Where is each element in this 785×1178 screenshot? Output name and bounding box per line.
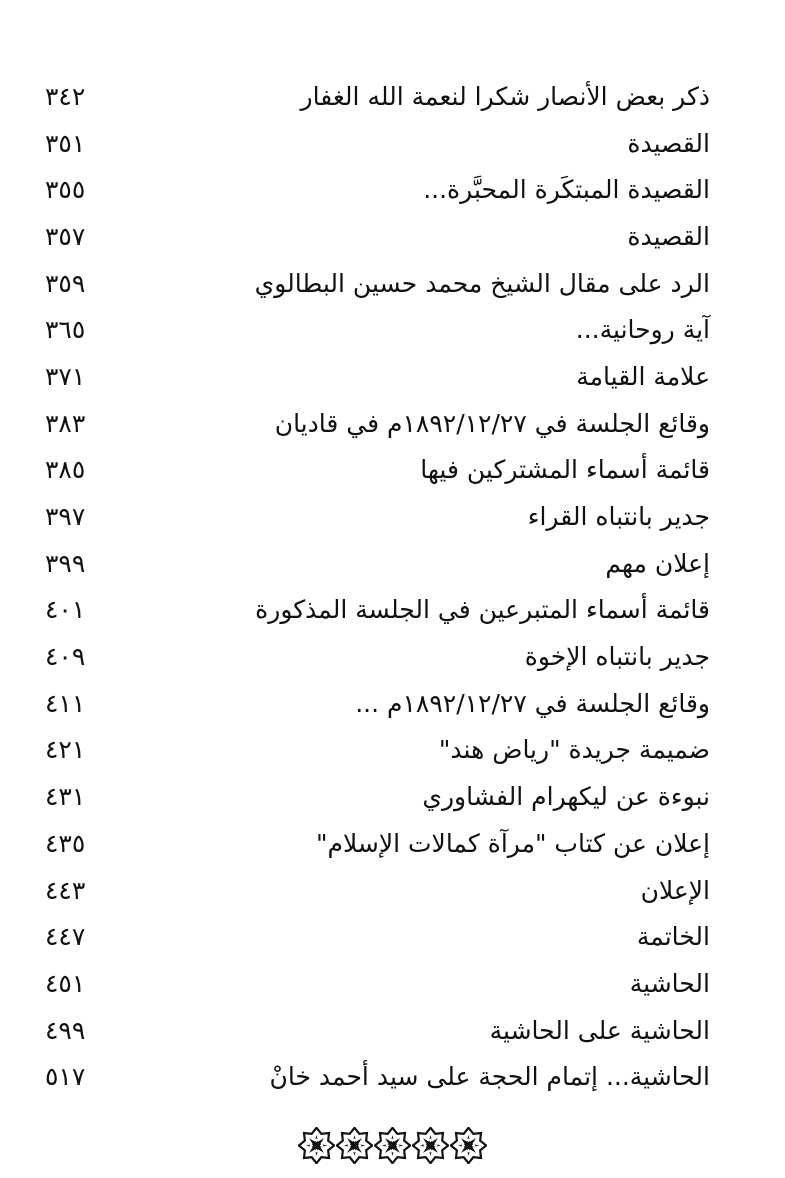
toc-entry-title: ذكر بعض الأنصار شكرا لنعمة الله الغفار [300, 81, 710, 111]
toc-entry-title: القصيدة [627, 128, 710, 158]
toc-page-number: ٣٦٥ [45, 315, 86, 345]
toc-entry-title: الحاشية [629, 968, 710, 998]
toc-entry-title: قائمة أسماء المشتركين فيها [420, 455, 710, 485]
toc-page-number: ٣٨٣ [45, 408, 86, 438]
toc-row [0, 727, 785, 774]
toc-row [0, 960, 785, 1007]
toc-row [0, 120, 785, 167]
toc-page-number: ٣٥٧ [45, 221, 86, 251]
toc-page-number: ٣٨٥ [45, 455, 86, 485]
toc-row [0, 213, 785, 260]
toc-entry-title: علامة القيامة [576, 361, 710, 391]
toc-page-number: ٤٠٩ [45, 642, 86, 672]
toc-page-number: ٤٥١ [45, 968, 86, 998]
toc-entry-title: إعلان مهم [605, 548, 710, 578]
toc-page-number: ٤٣١ [45, 782, 86, 812]
toc-page-number: ٤٢١ [45, 735, 86, 765]
toc-row [0, 587, 785, 634]
rosette-ornament-icon [336, 1127, 373, 1164]
toc-entry-title: جدير بانتباه الإخوة [524, 642, 710, 672]
toc-page-number: ٣٧١ [45, 361, 86, 391]
rosette-ornament-icon [374, 1127, 411, 1164]
toc-entry-title: الحاشية... إتمام الحجة على سيد أحمد خانْ [269, 1062, 710, 1092]
toc-row [0, 1053, 785, 1100]
toc-row [0, 773, 785, 820]
rosette-ornament-icon [450, 1127, 487, 1164]
toc-entry-title: الرد على مقال الشيخ محمد حسين البطالوي [254, 268, 710, 298]
toc-entry-title: ضميمة جريدة "رياض هند" [438, 735, 710, 765]
toc-page-number: ٣٤٢ [45, 81, 86, 111]
toc-page-number: ٣٥١ [45, 128, 86, 158]
toc-page-number: ٣٥٩ [45, 268, 86, 298]
toc-page-number: ٤٤٧ [45, 922, 86, 952]
toc-row [0, 493, 785, 540]
toc-entry-title: الخاتمة [636, 922, 710, 952]
toc-entry-title: إعلان عن كتاب "مرآة كمالات الإسلام" [316, 828, 710, 858]
toc-page-number: ٤٤٣ [45, 875, 86, 905]
toc-entry-title: وقائع الجلسة في ١٨٩٢/١٢/٢٧م في قاديان [274, 408, 710, 438]
toc-page-number: ٥١٧ [45, 1062, 86, 1092]
toc-row [0, 680, 785, 727]
toc-entry-title: آية روحانية... [575, 315, 710, 345]
toc-row [0, 1007, 785, 1054]
toc-page-number: ٤٣٥ [45, 828, 86, 858]
toc-page-number: ٣٩٧ [45, 502, 86, 532]
toc-page-number: ٤١١ [45, 688, 86, 718]
toc-row [0, 400, 785, 447]
toc-page-number: ٤٠١ [45, 595, 86, 625]
toc-row [0, 353, 785, 400]
toc-row [0, 540, 785, 587]
toc-entry-title: الإعلان [640, 875, 710, 905]
rosette-ornament-icon [412, 1127, 449, 1164]
toc-row [0, 447, 785, 494]
toc-page-number: ٣٥٥ [45, 175, 86, 205]
toc-row [0, 260, 785, 307]
toc-entry-title: القصيدة [627, 221, 710, 251]
rosette-ornament-icon [298, 1127, 335, 1164]
toc-entry-title: الحاشية على الحاشية [489, 1015, 710, 1045]
toc-row [0, 820, 785, 867]
toc-entry-title: القصيدة المبتكَرة المحبَّرة... [423, 175, 710, 205]
toc-page-number: ٤٩٩ [45, 1015, 86, 1045]
toc-entry-title: نبوءة عن ليكهرام الفشاوري [422, 782, 710, 812]
toc-row [0, 166, 785, 213]
toc-row [0, 633, 785, 680]
toc-entry-title: جدير بانتباه القراء [527, 502, 710, 532]
footer-ornaments [0, 1127, 785, 1164]
toc-entry-title: وقائع الجلسة في ١٨٩٢/١٢/٢٧م ... [355, 688, 710, 718]
toc-row [0, 73, 785, 120]
toc-entry-title: قائمة أسماء المتبرعين في الجلسة المذكورة [255, 595, 710, 625]
toc-row [0, 306, 785, 353]
toc-row [0, 913, 785, 960]
toc-page-number: ٣٩٩ [45, 548, 86, 578]
toc-row [0, 867, 785, 914]
